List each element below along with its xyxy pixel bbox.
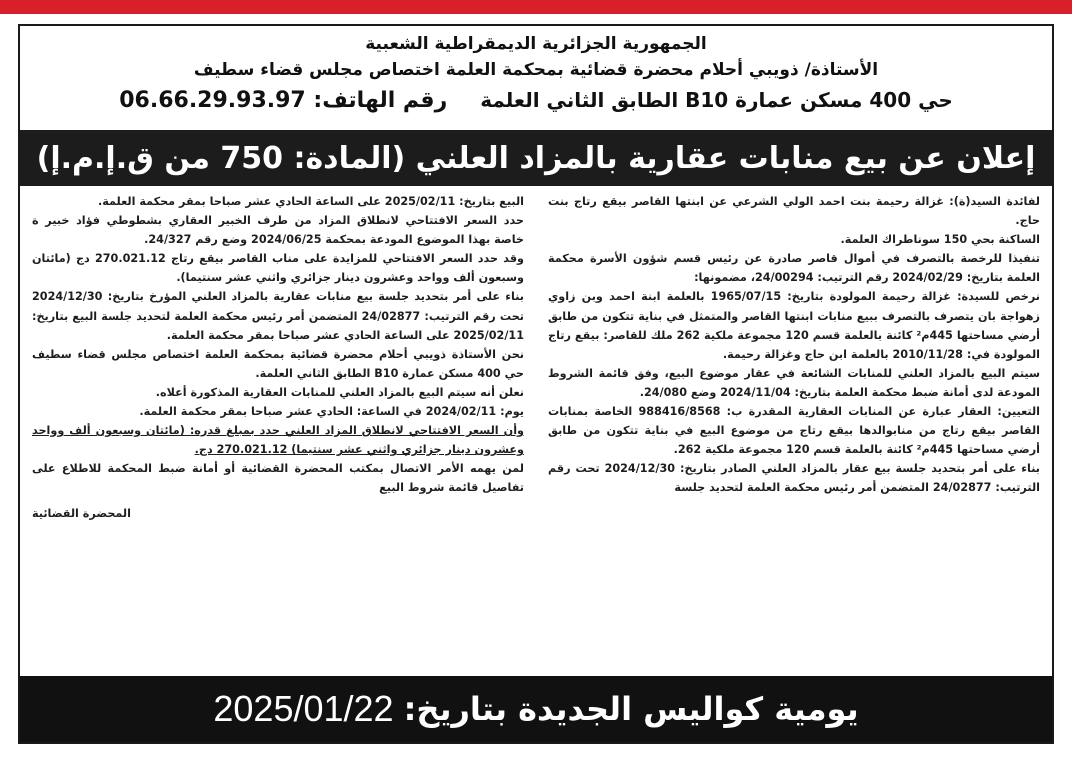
paragraph: بناء على أمر بتحديد جلسة بيع منابات عقارية بالمزاد العلني المؤرخ بتاريخ: 2024/12/30 تحت رقم الترتيب: 24/02877 المتضمن أمر رئيس محكمة العلمة لتحديد جلسة البيع بتاريخ: 2025/02/11 على الساعة الحادي عشر صباحا بمقر محكمة العلمة.: [32, 290, 524, 342]
opening-price-paragraph: وأن السعر الافتتاحي لانطلاق المزاد العلني حدد بمبلغ قدره: (مائتان وسبعون ألف وواحد وعشرون دينار جزائري واثني عشر سنتيما) 270.021.12 دج.: [32, 424, 524, 457]
notice-header: [20, 26, 1052, 126]
notice-column-left: [32, 192, 524, 523]
paragraph: الساكنة بحي 150 سوناطراك العلمة.: [840, 233, 1040, 247]
publication-footer: [20, 676, 1052, 742]
paragraph: يوم: 2024/02/11 في الساعة: الحادي عشر صباحا بمقر محكمة العلمة.: [139, 405, 524, 419]
notice-column-right: [548, 192, 1040, 498]
paragraph: نرخص للسيدة: غزالة رحيمة المولودة بتاريخ: 1965/07/15 بالعلمة ابنة احمد وبن زاوي زهواجة بان يتصرف بالتصرف ببيع منابات ابنتها القاصر والمتمثل في بناية تتكون من طابق أرضي مساحتها 445م² كائنة بالعلمة قسم 120 مجموعة ملكية 262 ملك للقاصر: بيقع رتاج المولودة في: 2010/11/28 بالعلمة ابن حاج وغزالة رحيمة.: [548, 290, 1041, 361]
phone-number: 06.66.29.93.97: [119, 88, 306, 113]
paragraph: حدد السعر الافتتاحي لانطلاق المزاد من طرف الخبير العقاري بشطوطي فؤاد خبير ة خاصة بهذا الموضوع المودعة بمحكمة 2024/06/25 وضع رقم 24/327.: [32, 214, 524, 247]
paragraph: نعلن أنه سيتم البيع بالمزاد العلني للمنابات العقارية المذكورة أعلاه.: [155, 385, 524, 399]
publication-date: 2025/01/22: [213, 688, 394, 729]
paragraph: البيع بتاريخ: 2025/02/11 على الساعة الحادي عشر صباحا بمقر محكمة العلمة.: [97, 195, 524, 208]
notice-body: [32, 192, 1040, 670]
bailiff-address-line: [20, 88, 1052, 113]
bailiff-address: حي 400 مسكن عمارة B10 الطابق الثاني العلمة: [480, 88, 953, 112]
signature: المحضرة القضائية: [32, 506, 131, 520]
paragraph: سيتم البيع بالمزاد العلني للمنابات الشائعة في عقار موضوع البيع، وفق قائمة الشروط المودعة لدى أمانة ضبط محكمة العلمة بتاريخ: 2024/11/04 وضع 24/080.: [548, 366, 1040, 399]
paragraph: لفائدة السيد(ة): غزالة رحيمة بنت احمد الولي الشرعي عن ابنتها القاصر بيقع رتاج بنت حاج.: [548, 195, 1040, 228]
notice-title: إعلان عن بيع منابات عقارية بالمزاد العلني (المادة: 750 من ق.إ.م.إ): [20, 130, 1052, 186]
legal-notice-frame: [18, 24, 1054, 744]
top-accent-bar: [0, 0, 1072, 14]
paragraph: بناء على أمر بتحديد جلسة بيع عقار بالمزاد العلني الصادر بتاريخ: 2024/12/30 تحت رقم الترتيب: 24/02877 المتضمن أمر رئيس محكمة العلمة لتحديد جلسة: [548, 462, 1040, 495]
phone-label: رقم الهاتف:: [313, 88, 448, 113]
publication-label: يومية كواليس الجديدة بتاريخ:: [403, 690, 859, 728]
republic-name: الجمهورية الجزائرية الديمقراطية الشعبية: [365, 34, 707, 54]
paragraph: نحن الأستاذة ذويبي أحلام محضرة قضائية بمحكمة العلمة اختصاص مجلس قضاء سطيف حي 400 مسكن عمارة B10 الطابق الثاني العلمة.: [32, 347, 524, 380]
paragraph: وقد حدد السعر الافتتاحي للمزايدة على مناب القاصر بيقع رتاج 270.021.12 دج (مائتان وسبعون ألف وواحد وعشرون دينار جزائري واثني عشر سنتيما).: [32, 252, 524, 285]
paragraph: لمن يهمه الأمر الاتصال بمكتب المحضرة القضائية أو أمانة ضبط المحكمة للاطلاع على تفاصيل قائمة شروط البيع: [32, 462, 524, 495]
paragraph: تنفيذا للرخصة بالتصرف في أموال قاصر صادرة عن رئيس قسم شؤون الأسرة محكمة العلمة بتاريخ: 2024/02/29 رقم الترتيب: 24/00294، مضمونها:: [548, 252, 1040, 285]
bailiff-name: الأستاذة/ ذويبي أحلام محضرة قضائية بمحكمة العلمة اختصاص مجلس قضاء سطيف: [193, 60, 879, 80]
phone-number-group: [119, 88, 447, 113]
paragraph: التعيين: العقار عبارة عن المنابات العقارية المقدرة ب: 988416/8568 الخاصة بمنابات القاصر بيقع رتاج من منابوالدها بيقع رتاج من موضوع البيع في بناية تتكون من طابق أرضي مساحتها 445م² كائنة بالعلمة قسم 120 مجموعة ملكية 262.: [548, 405, 1040, 457]
